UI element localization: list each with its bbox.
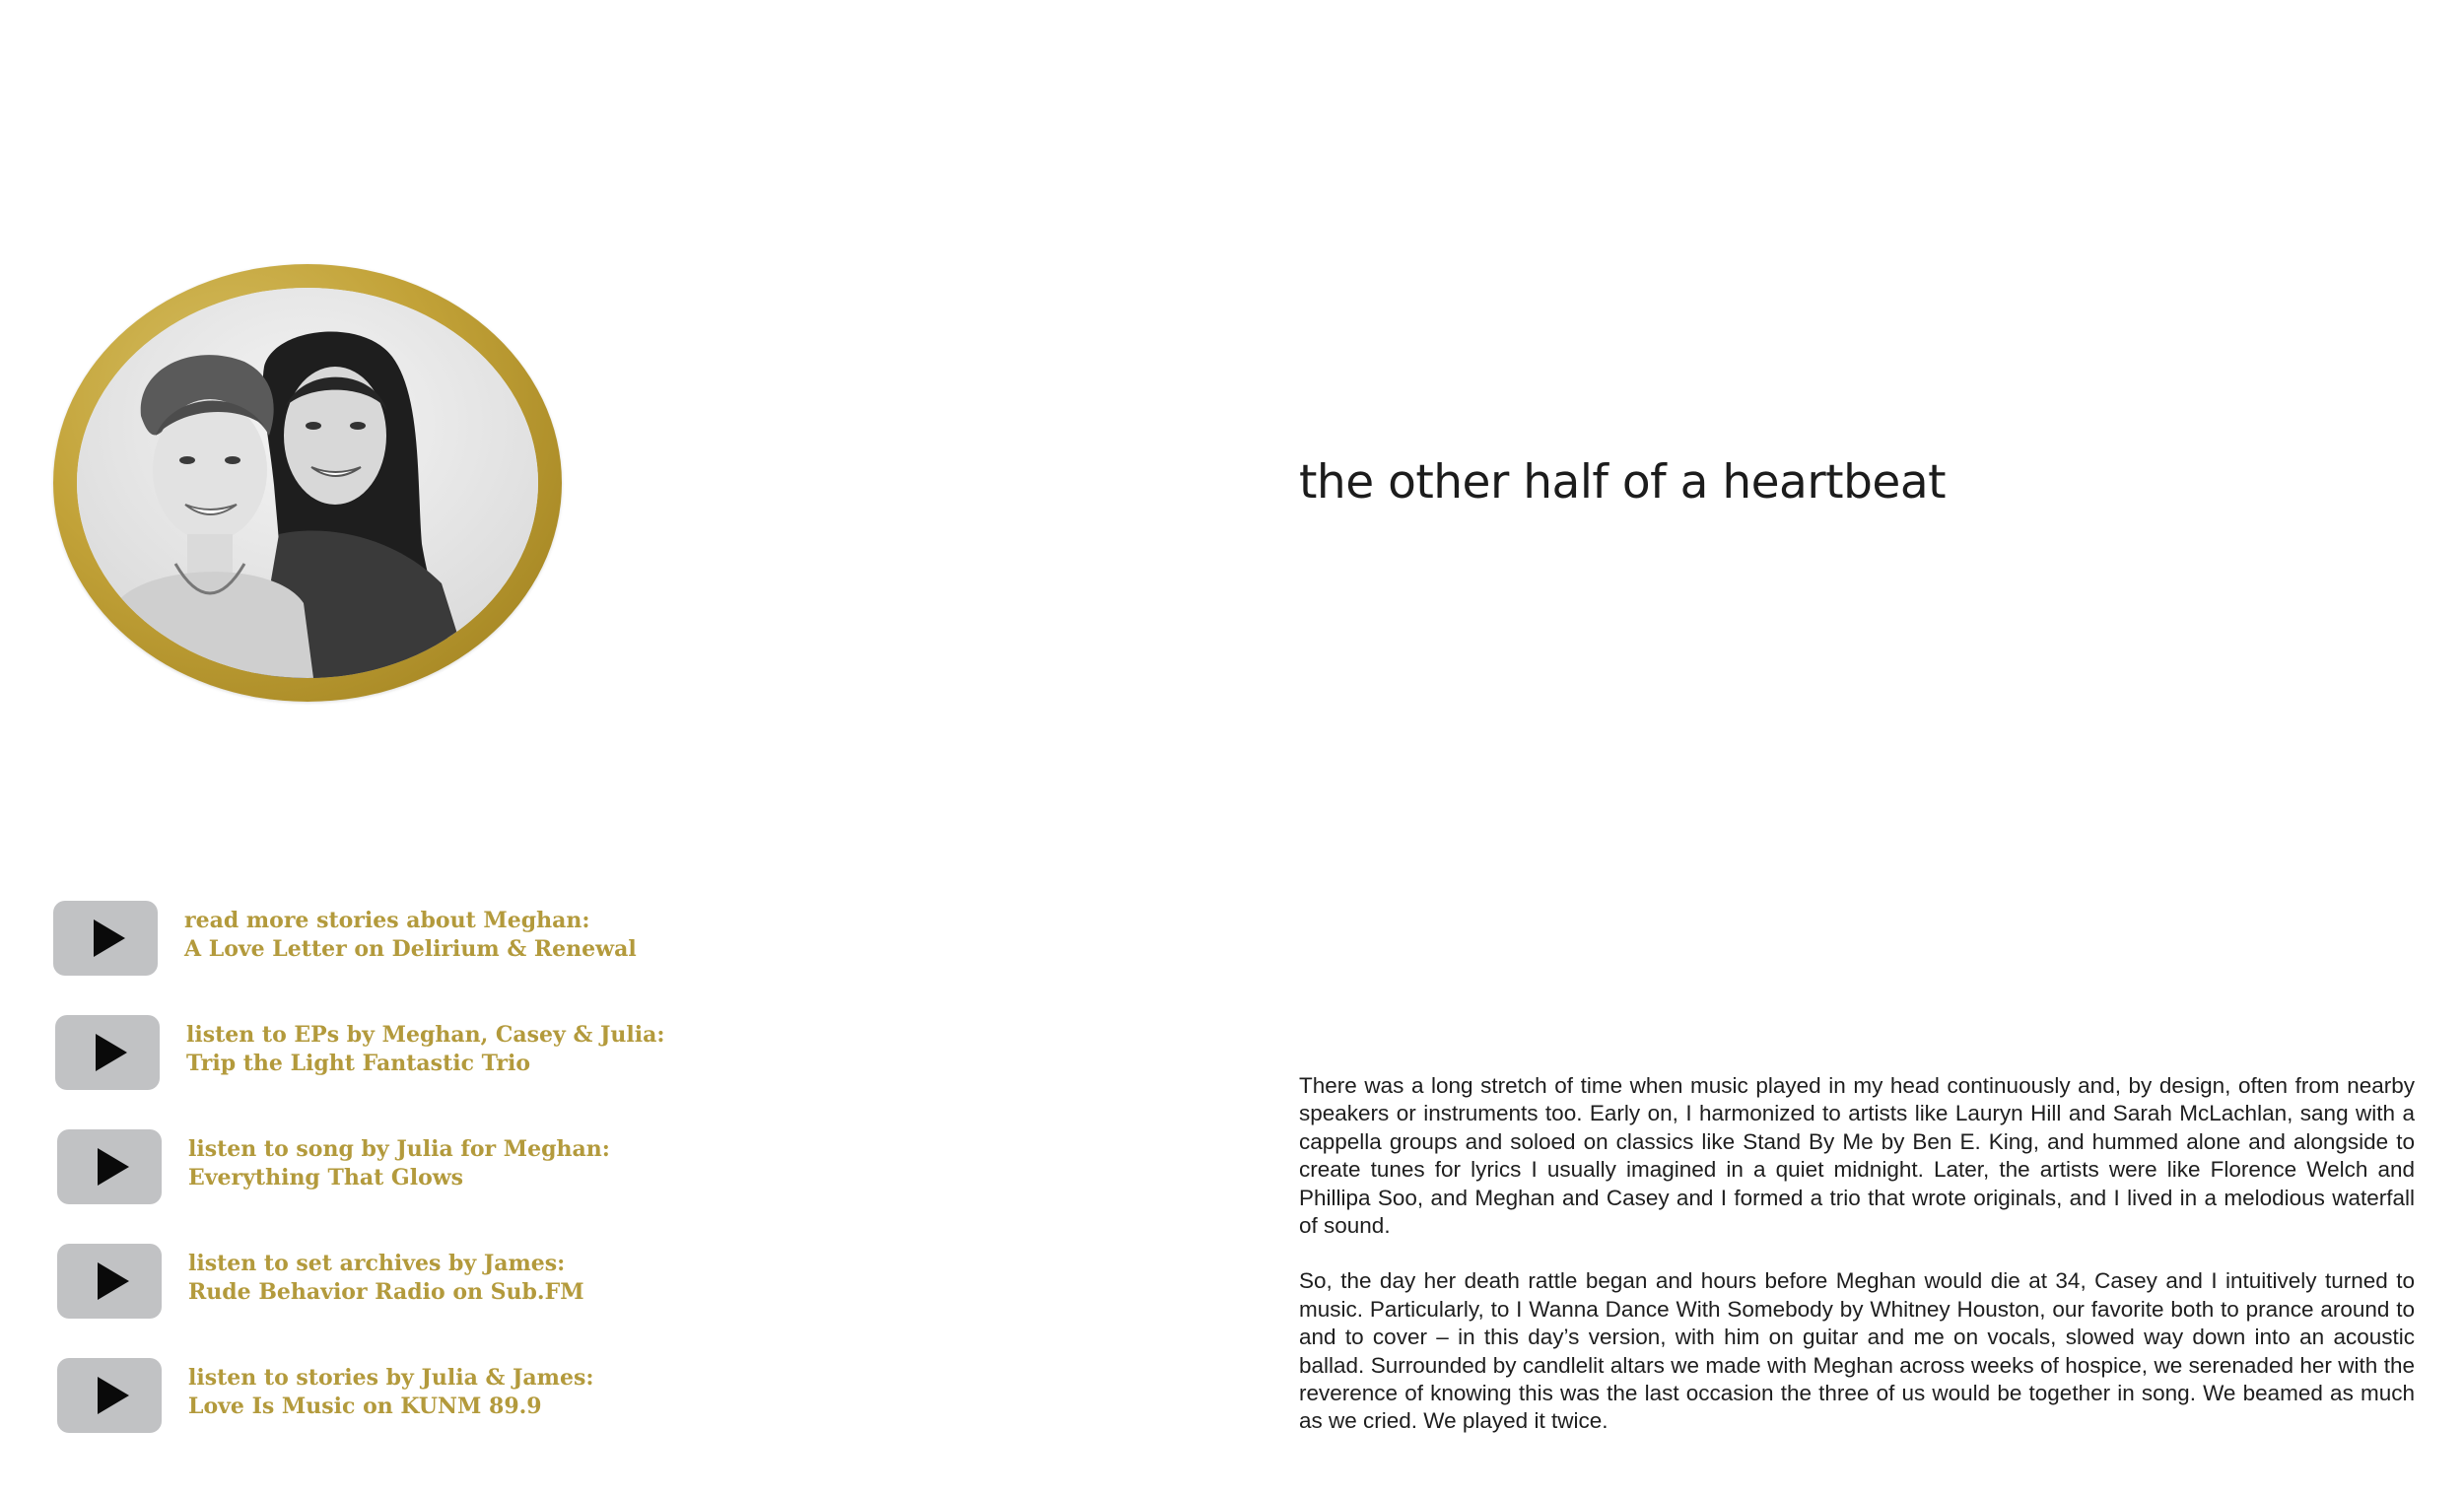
play-button[interactable] xyxy=(55,1015,160,1090)
article-body xyxy=(1299,1072,2415,1463)
link-title: Love Is Music on KUNM 89.9 xyxy=(188,1394,542,1419)
link-item-kunm-stories[interactable] xyxy=(53,1358,684,1472)
play-icon xyxy=(98,1262,129,1300)
play-icon xyxy=(96,1034,127,1071)
paragraph: There was a long stretch of time when music played in my head continuously and, by design, often from nearby speakers or instruments too. Early on, I harmonized to artists like Lauryn Hill and Sarah McLachlan, sang with a cappella groups and soloed on classics like Stand By Me by Ben E. King, and hummed alone and alongside to create tunes for lyrics I usually imagined in a quiet midnight. Later, the artists were like Florence Welch and Phillipa Soo, and Meghan and Casey and I formed a trio that wrote originals, and I lived in a melodious waterfall of sound. xyxy=(1299,1073,2415,1239)
portrait-photo xyxy=(77,288,538,678)
paragraph: So, the day her death rattle began and hours before Meghan would die at 34, Casey and I intuitively turned to music. Particularly, to I Wanna Dance With Somebody by Whitney Houston, our favorite both to prance around to and to cover – in this day’s version, with him on guitar and me on vocals, slowed way down into an acoustic ballad. Surrounded by candlelit altars we made with Meghan across weeks of hospice, we serenaded her with the reverence of knowing this was the last occasion the three of us would be together in song. We beamed as much as we cried. We played it twice. xyxy=(1299,1268,2415,1434)
page-title: the other half of a heartbeat xyxy=(1299,455,1947,510)
play-button[interactable] xyxy=(57,1129,162,1204)
link-title: Trip the Light Fantastic Trio xyxy=(186,1051,531,1076)
link-julia-song[interactable] xyxy=(188,1135,610,1192)
link-title: Rude Behavior Radio on Sub.FM xyxy=(188,1279,584,1305)
link-meghan-stories[interactable] xyxy=(184,907,637,964)
link-title: Everything That Glows xyxy=(188,1165,464,1190)
link-title: A Love Letter on Delirium & Renewal xyxy=(184,936,637,962)
link-james-archives[interactable] xyxy=(188,1250,584,1307)
portrait-illustration xyxy=(77,288,538,678)
link-label: listen to set archives by James: xyxy=(188,1251,566,1276)
link-label: listen to EPs by Meghan, Casey & Julia: xyxy=(186,1022,665,1048)
link-item-julia-song[interactable] xyxy=(53,1129,684,1244)
link-item-james-archives[interactable] xyxy=(53,1244,684,1358)
link-label: listen to song by Julia for Meghan: xyxy=(188,1136,610,1162)
link-kunm-stories[interactable] xyxy=(188,1364,593,1421)
play-icon xyxy=(94,919,125,957)
play-icon xyxy=(98,1148,129,1186)
portrait-frame xyxy=(53,264,562,702)
play-button[interactable] xyxy=(57,1358,162,1433)
link-item-meghan-stories[interactable] xyxy=(53,901,684,1015)
link-label: listen to stories by Julia & James: xyxy=(188,1365,594,1391)
link-trio-eps[interactable] xyxy=(186,1021,665,1078)
links-list xyxy=(53,901,684,1472)
link-item-trio-eps[interactable] xyxy=(53,1015,684,1129)
play-button[interactable] xyxy=(53,901,158,976)
play-button[interactable] xyxy=(57,1244,162,1319)
link-label: read more stories about Meghan: xyxy=(184,908,590,933)
play-icon xyxy=(98,1377,129,1414)
